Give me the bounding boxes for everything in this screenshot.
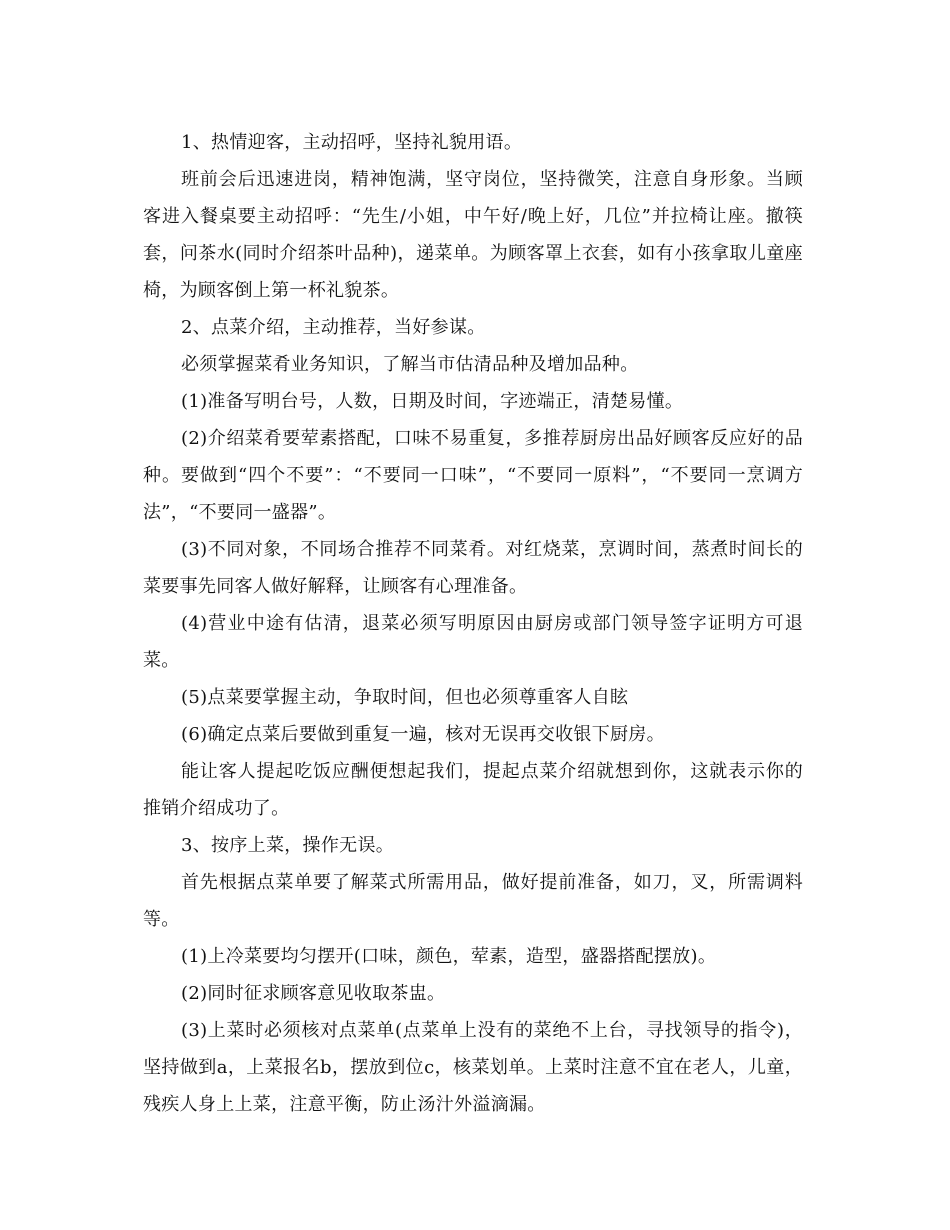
paragraph: 能让客人提起吃饭应酬便想起我们，提起点菜介绍就想到你，这就表示你的推销介绍成功了。 [143, 761, 803, 819]
paragraph: 班前会后迅速进岗，精神饱满，坚守岗位，坚持微笑，注意自身形象。当顾客进入餐桌要主动招呼：“先生/小姐，中午好/晚上好，几位”并拉椅让座。撤筷套，问茶水(同时介绍茶叶品种)，递菜单。为顾客罩上衣套，如有小孩拿取儿童座椅，为顾客倒上第一杯礼貌茶。 [143, 169, 803, 301]
list-item: (2)介绍菜肴要荤素搭配，口味不易重复，多推荐厨房出品好顾客反应好的品种。要做到“四个不要”：“不要同一口味”，“不要同一原料”，“不要同一烹调方法”，“不要同一盛器”。 [143, 428, 803, 523]
document-body [143, 124, 803, 1123]
list-item: (3)不同对象，不同场合推荐不同菜肴。对红烧菜，烹调时间，蒸煮时间长的菜要事先同客人做好解释，让顾客有心理准备。 [143, 539, 803, 597]
list-item: (2)同时征求顾客意见收取茶盅。 [181, 983, 446, 1004]
list-item: (6)确定点菜后要做到重复一遍，核对无误再交收银下厨房。 [181, 724, 665, 745]
section-heading-2: 2、点菜介绍，主动推荐，当好参谋。 [181, 317, 486, 338]
paragraph: 必须掌握菜肴业务知识，了解当市估清品种及增加品种。 [181, 354, 639, 375]
list-item: (3)上菜时必须核对点菜单(点菜单上没有的菜绝不上台，寻找领导的指令)，坚持做到a，上菜报名b，摆放到位c，核菜划单。上菜时注意不宜在老人，儿童，残疾人身上上菜，注意平衡，防止汤汁外溢滴漏。 [143, 1020, 803, 1115]
section-heading-1: 1、热情迎客，主动招呼，坚持礼貌用语。 [181, 132, 523, 153]
paragraph: 首先根据点菜单要了解菜式所需用品，做好提前准备，如刀，叉，所需调料等。 [143, 872, 803, 930]
list-item: (4)营业中途有估清，退菜必须写明原因由厨房或部门领导签字证明方可退菜。 [143, 613, 803, 671]
list-item: (1)上冷菜要均匀摆开(口味，颜色，荤素，造型，盛器搭配摆放)。 [181, 946, 717, 967]
list-item: (5)点菜要掌握主动，争取时间，但也必须尊重客人自眩 [181, 687, 629, 708]
section-heading-3: 3、按序上菜，操作无误。 [181, 835, 395, 856]
list-item: (1)准备写明台号，人数，日期及时间，字迹端正，清楚易懂。 [181, 391, 684, 412]
